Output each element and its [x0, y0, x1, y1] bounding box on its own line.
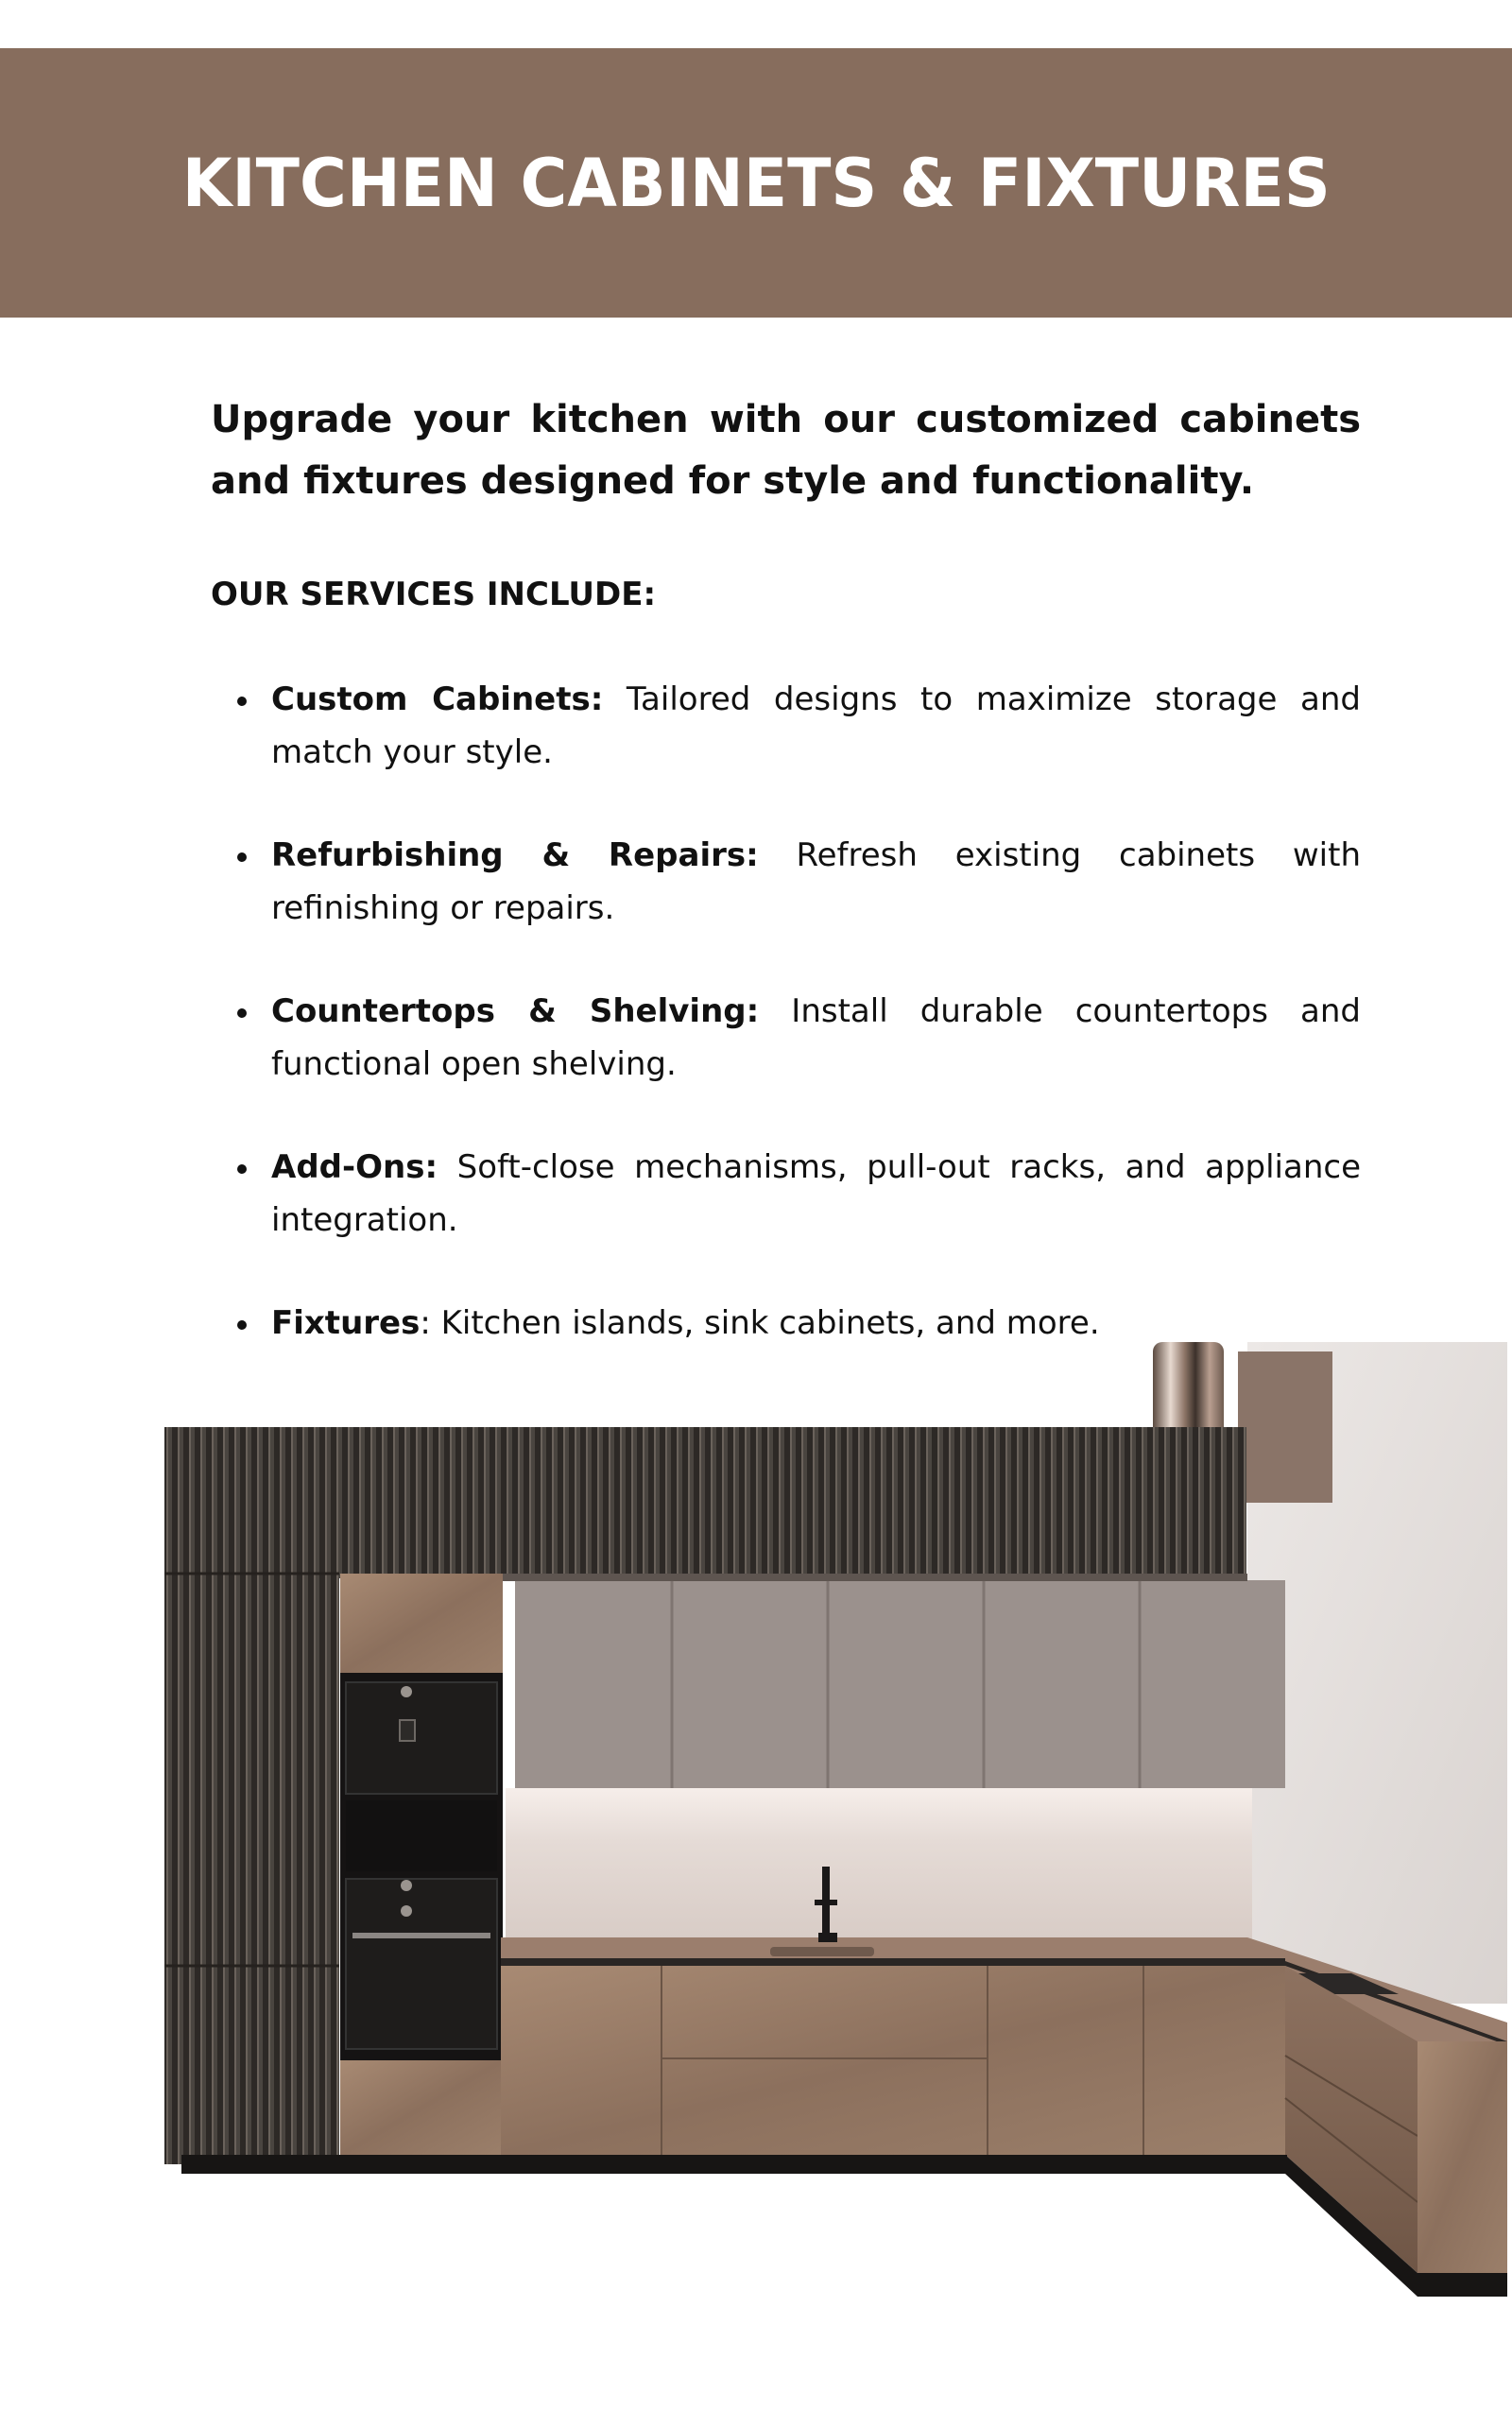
service-name: Add-Ons:	[271, 1148, 438, 1186]
service-description: Soft-close mechanisms, pull-out racks, and appliance integration.	[271, 1148, 1361, 1239]
bullet-icon	[237, 1008, 247, 1018]
bullet-icon	[237, 1320, 247, 1330]
service-name: Fixtures	[271, 1304, 421, 1342]
service-description: Tailored designs to maximize storage and match your style.	[271, 680, 1361, 771]
service-name: Countertops & Shelving:	[271, 992, 760, 1030]
header-banner	[0, 48, 1512, 318]
service-item-custom-cabinets	[211, 673, 1361, 779]
service-name: Custom Cabinets:	[271, 680, 604, 718]
service-description: Install durable countertops and functional open shelving.	[271, 992, 1361, 1083]
bullet-icon	[237, 1164, 247, 1174]
service-name: Refurbishing & Repairs:	[271, 836, 759, 874]
services-list	[211, 673, 1361, 1400]
intro-text: Upgrade your kitchen with our customized cabinets and fixtures designed for style and functionality.	[211, 398, 1361, 503]
services-heading: OUR SERVICES INCLUDE:	[211, 576, 657, 613]
bullet-icon	[237, 852, 247, 862]
bullet-icon	[237, 697, 247, 706]
service-item-refurbishing	[211, 829, 1361, 935]
page-title: KITCHEN CABINETS & FIXTURES	[181, 144, 1331, 222]
service-description: Refresh existing cabinets with refinishing or repairs.	[271, 836, 1361, 927]
service-item-countertops	[211, 985, 1361, 1091]
kitchen-image	[161, 1342, 1512, 2344]
service-description: : Kitchen islands, sink cabinets, and more.	[420, 1304, 1100, 1342]
service-item-add-ons	[211, 1141, 1361, 1247]
